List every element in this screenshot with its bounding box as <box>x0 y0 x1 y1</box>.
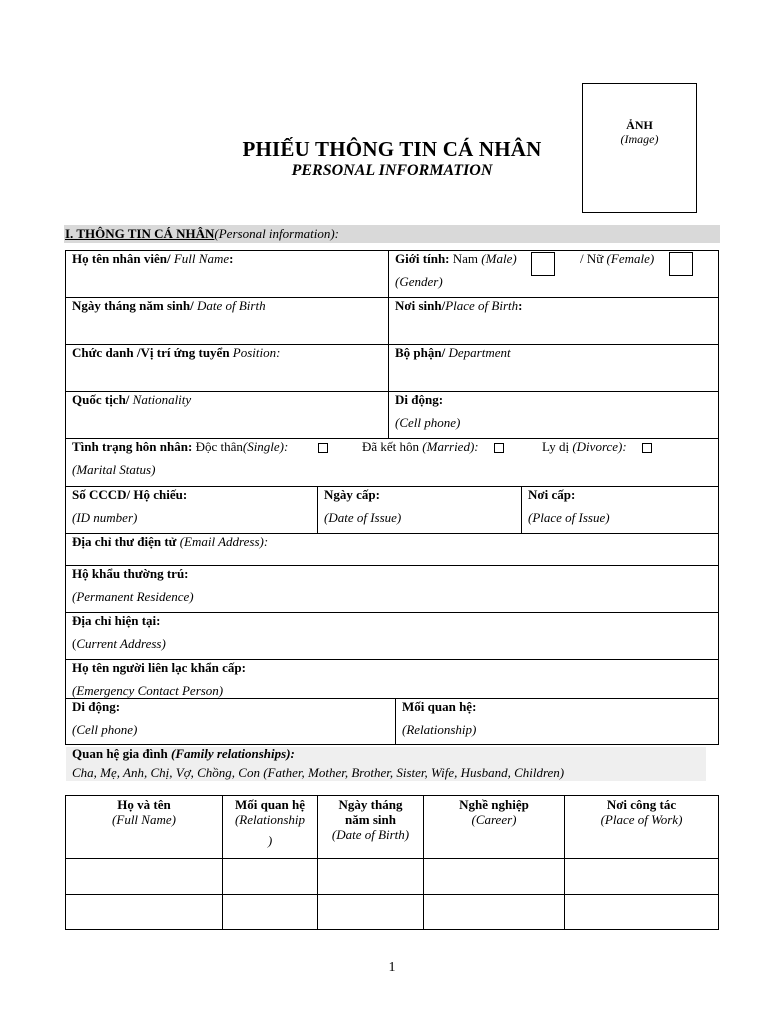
issue-place-en-label: (Place of Issue) <box>528 510 610 525</box>
col-header-full-name: Họ và tên (Full Name) <box>112 797 176 827</box>
col-header-career: Nghề nghiệp (Career) <box>459 797 529 827</box>
issue-date-label: Ngày cấp: <box>324 487 380 502</box>
emergency-contact-label: Họ tên người liên lạc khẩn cấp: <box>72 660 246 675</box>
section-subheading: (Personal information): <box>214 226 339 241</box>
gender-female-label: / Nữ (Female) <box>580 251 655 266</box>
form-title: PHIẾU THÔNG TIN CÁ NHÂN <box>242 137 542 161</box>
email-label: Địa chỉ thư điện tử (Email Address): <box>72 534 269 549</box>
divorce-checkbox[interactable] <box>642 443 652 453</box>
id-number-en-label: (ID number) <box>72 510 138 525</box>
married-label: Đã kết hôn (Married): <box>362 439 479 454</box>
full-name-field[interactable] <box>66 251 388 297</box>
department-field[interactable] <box>389 345 718 391</box>
permanent-residence-label: Hộ khẩu thường trú: <box>72 566 189 581</box>
nationality-field[interactable] <box>66 392 388 438</box>
dob-label: Ngày tháng năm sinh/ Date of Birth <box>72 298 266 313</box>
gender-male-checkbox[interactable] <box>531 252 555 276</box>
current-address-label: Địa chỉ hiện tại: <box>72 613 161 628</box>
family-members-note: Cha, Mẹ, Anh, Chị, Vợ, Chồng, Con (Father, Mother, Brother, Sister, Wife, Husband, Children) <box>72 765 565 780</box>
married-checkbox[interactable] <box>494 443 504 453</box>
emergency-mobile-label: Di động: <box>72 699 121 714</box>
relationship-en-label: (Relationship) <box>402 722 477 737</box>
col-header-dob: Ngày tháng năm sinh (Date of Birth) <box>331 797 410 842</box>
form-subtitle: PERSONAL INFORMATION <box>291 162 493 179</box>
position-field[interactable] <box>66 345 388 391</box>
mobile-en-label: (Cell phone) <box>395 415 461 430</box>
gender-label: Giới tính: Nam (Male) <box>395 251 517 266</box>
position-label: Chức danh /Vị trí ứng tuyển Position: <box>72 345 281 360</box>
department-label: Bộ phận/ Department <box>395 345 511 360</box>
family-heading: Quan hệ gia đình (Family relationships): <box>72 746 295 761</box>
mobile-label: Di động: <box>395 392 444 407</box>
full-name-label: Họ tên nhân viên/ Full Name: <box>72 251 234 266</box>
current-address-en-label: (Current Address) <box>72 636 166 651</box>
email-field[interactable] <box>66 534 718 565</box>
pob-label: Nơi sinh/Place of Birth: <box>395 298 523 313</box>
section-header <box>64 225 720 243</box>
pob-field[interactable] <box>389 298 718 344</box>
photo-label: ẢNH <box>626 118 653 132</box>
divorce-label: Ly dị (Divorce): <box>542 439 627 454</box>
col-header-relationship: Mối quan hệ (Relationship ) <box>234 797 306 848</box>
photo-sublabel: (Image) <box>620 132 659 146</box>
marital-status-label: Tình trạng hôn nhân: Độc thân(Single): <box>72 439 289 454</box>
emergency-contact-en-label: (Emergency Contact Person) <box>72 683 224 698</box>
col-header-workplace: Nơi công tác (Place of Work) <box>600 797 683 827</box>
dob-field[interactable] <box>66 298 388 344</box>
issue-place-label: Nơi cấp: <box>528 487 576 502</box>
relationship-label: Mối quan hệ: <box>402 699 477 714</box>
emergency-mobile-en-label: (Cell phone) <box>72 722 138 737</box>
page-number: 1 <box>388 960 396 975</box>
gender-en-label: (Gender) <box>395 274 443 289</box>
issue-date-en-label: (Date of Issue) <box>324 510 402 525</box>
nationality-label: Quốc tịch/ Nationality <box>72 392 192 407</box>
family-table-row[interactable] <box>66 895 718 929</box>
gender-female-checkbox[interactable] <box>669 252 693 276</box>
section-heading: I. THÔNG TIN CÁ NHÂN <box>65 226 215 241</box>
single-checkbox[interactable] <box>318 443 328 453</box>
marital-en-label: (Marital Status) <box>72 462 156 477</box>
id-number-label: Số CCCD/ Hộ chiếu: <box>72 487 188 502</box>
permanent-residence-en-label: (Permanent Residence) <box>72 589 194 604</box>
family-table-row[interactable] <box>66 859 718 894</box>
